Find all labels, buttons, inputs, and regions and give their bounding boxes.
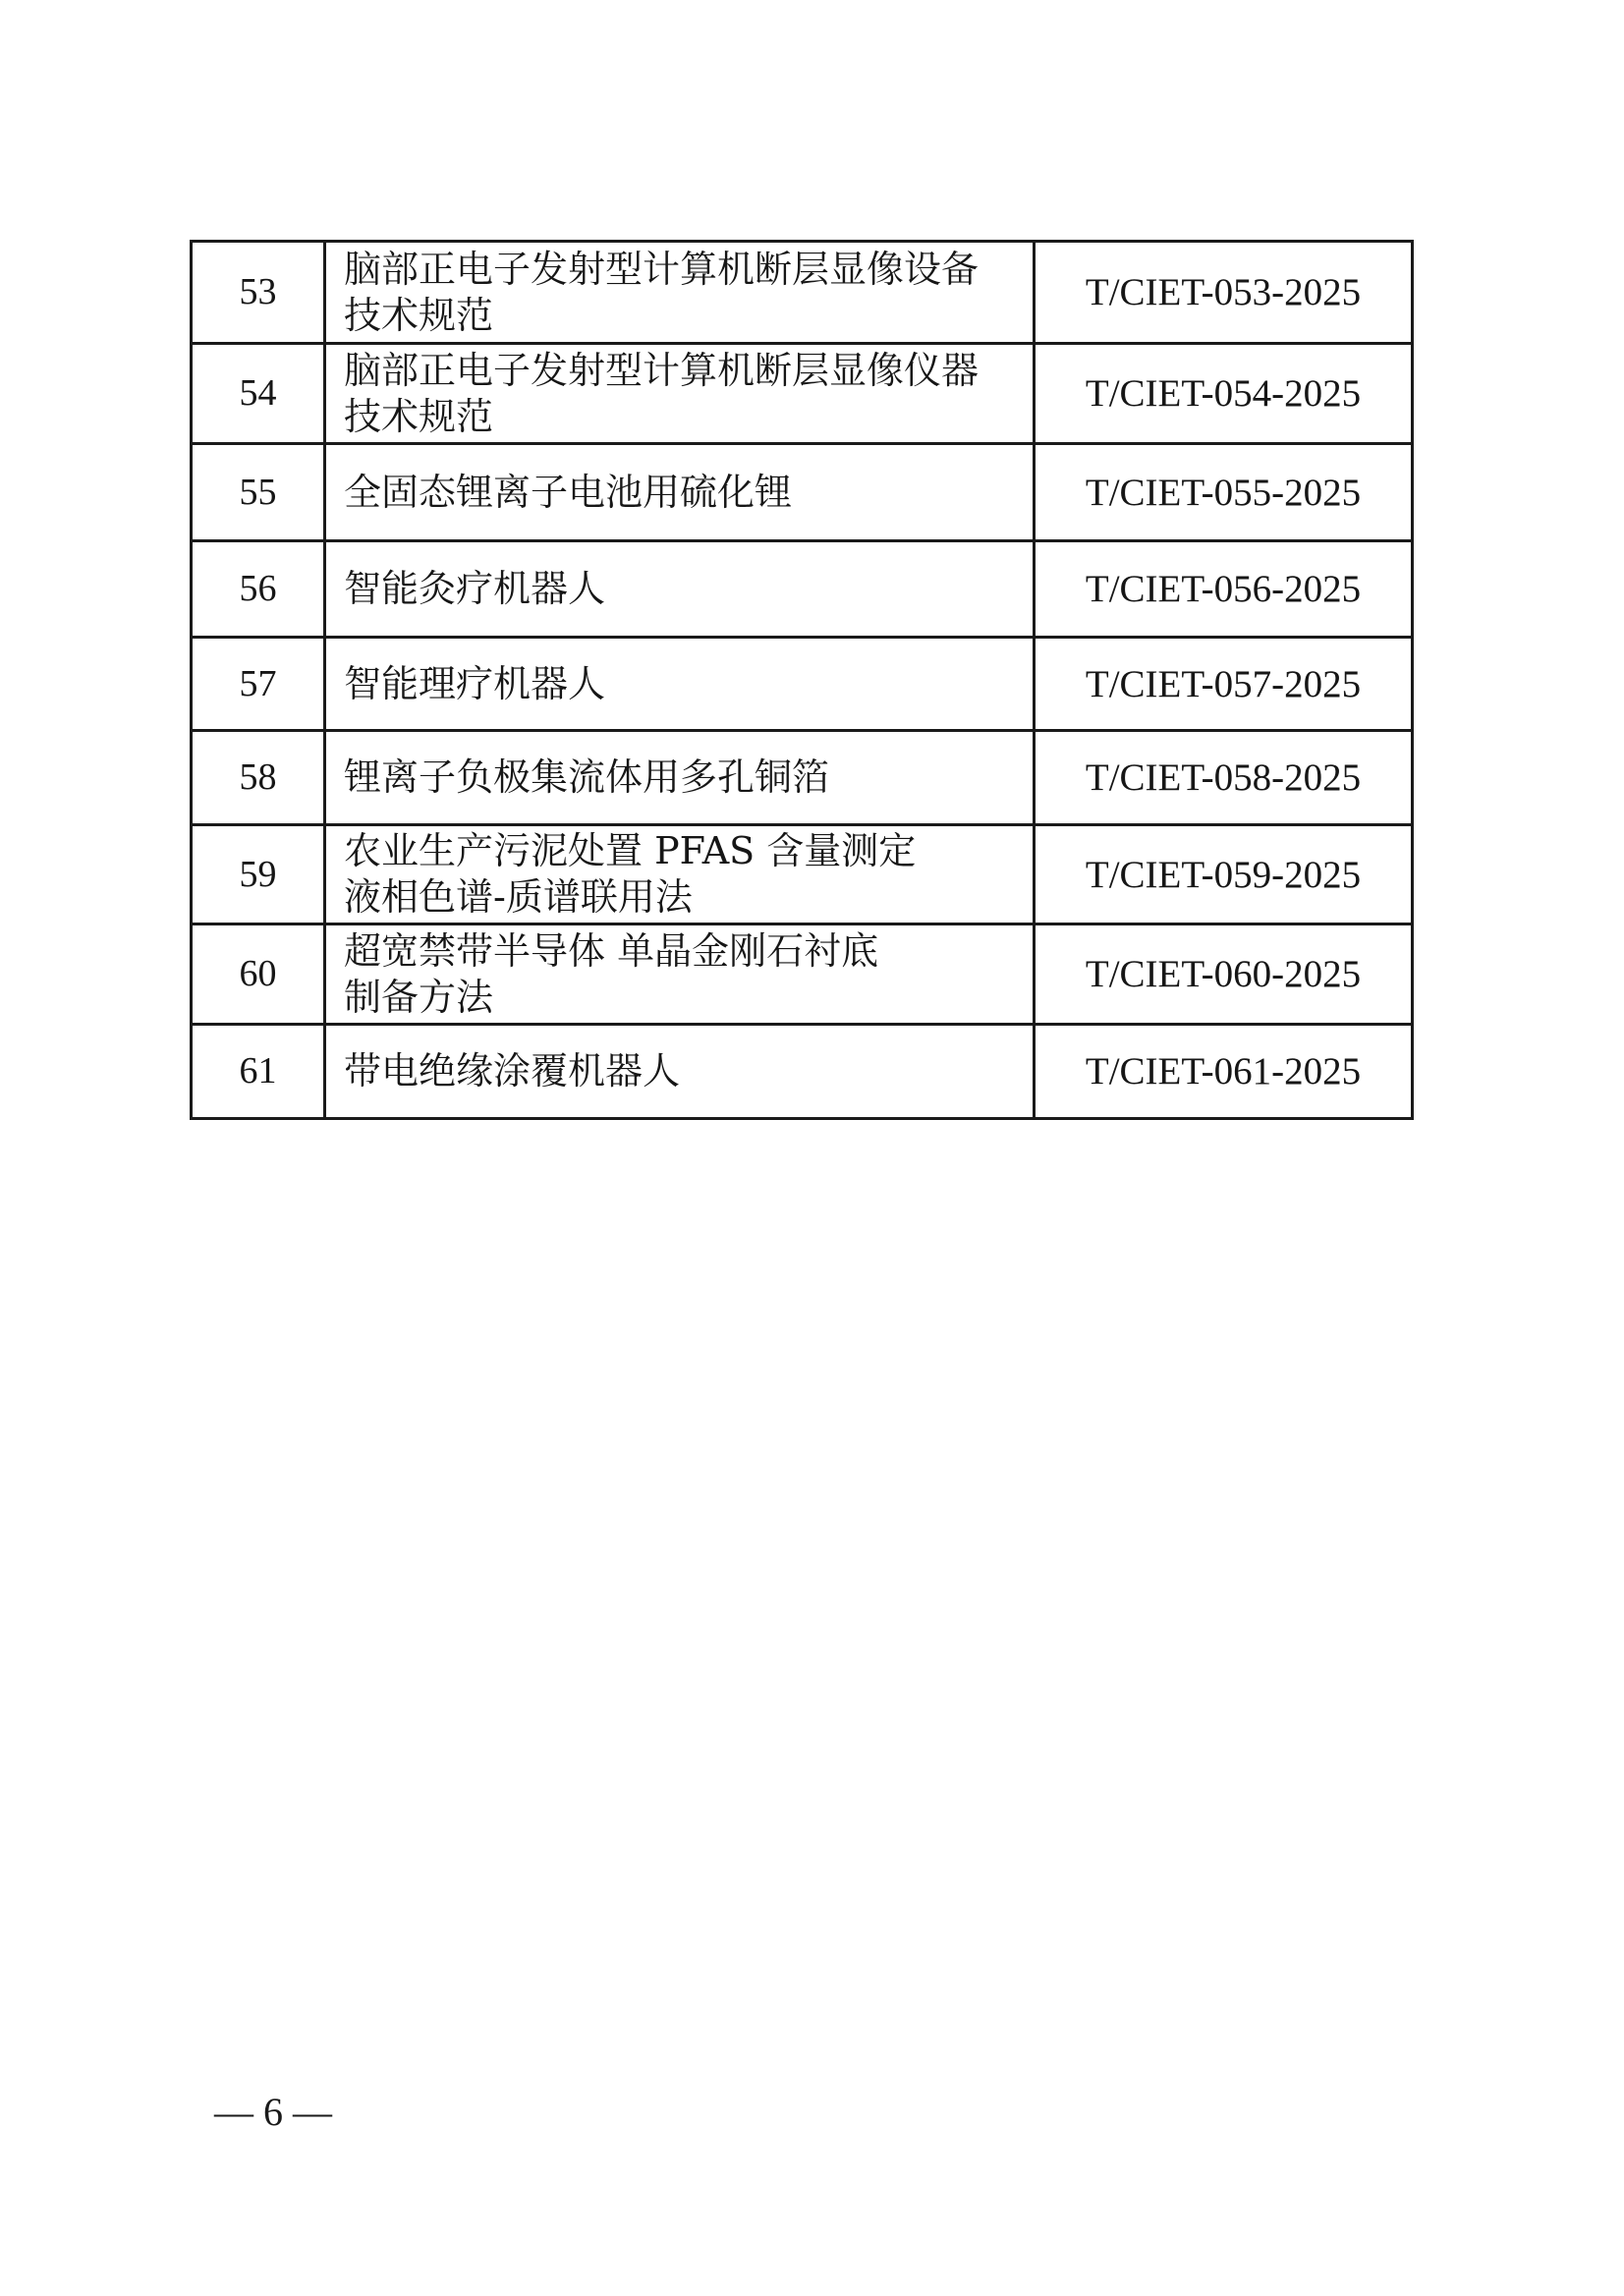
row-number-cell: 55 (192, 444, 325, 541)
row-number-cell: 58 (192, 731, 325, 825)
row-number-cell: 60 (192, 924, 325, 1025)
standard-name-cell (325, 731, 1035, 825)
table-row (192, 924, 1413, 1025)
standard-name-line: 锂离子负极集流体用多孔铜箔 (344, 756, 830, 799)
standard-name-cell (325, 638, 1035, 731)
standard-code-cell: T/CIET-059-2025 (1035, 825, 1413, 924)
table-row (192, 1025, 1413, 1119)
standard-code-cell: T/CIET-060-2025 (1035, 924, 1413, 1025)
standard-name-line: 全固态锂离子电池用硫化锂 (344, 470, 793, 514)
standard-name-cell (325, 242, 1035, 344)
table-row (192, 541, 1413, 638)
row-number-cell: 57 (192, 638, 325, 731)
table-row (192, 731, 1413, 825)
standard-code-cell: T/CIET-055-2025 (1035, 444, 1413, 541)
standard-code-cell: T/CIET-058-2025 (1035, 731, 1413, 825)
page-number: — 6 — (214, 2090, 332, 2134)
standard-name-line: 农业生产污泥处置 PFAS 含量测定 (344, 829, 917, 872)
standard-code-cell: T/CIET-056-2025 (1035, 541, 1413, 638)
table-row (192, 344, 1413, 444)
standard-code-cell: T/CIET-054-2025 (1035, 344, 1413, 444)
standard-code-cell: T/CIET-053-2025 (1035, 242, 1413, 344)
standard-name-cell (325, 444, 1035, 541)
standard-name-line: 制备方法 (344, 975, 494, 1019)
row-number-cell: 61 (192, 1025, 325, 1119)
table-row (192, 638, 1413, 731)
standard-name-cell (325, 541, 1035, 638)
standard-name-cell (325, 344, 1035, 444)
row-number-cell: 53 (192, 242, 325, 344)
standards-table (190, 240, 1414, 1120)
standard-name-cell (325, 825, 1035, 924)
standard-name-line: 脑部正电子发射型计算机断层显像设备 (344, 247, 980, 291)
table-row (192, 825, 1413, 924)
standard-name-line: 脑部正电子发射型计算机断层显像仪器 (344, 348, 980, 392)
standard-name-line: 液相色谱-质谱联用法 (344, 875, 693, 919)
standard-name-line: 超宽禁带半导体 单晶金刚石衬底 (344, 928, 879, 973)
table-row (192, 444, 1413, 541)
table-row (192, 242, 1413, 344)
row-number-cell: 59 (192, 825, 325, 924)
row-number-cell: 54 (192, 344, 325, 444)
standard-code-cell: T/CIET-057-2025 (1035, 638, 1413, 731)
standard-name-line: 技术规范 (344, 394, 494, 438)
standard-name-line: 技术规范 (344, 293, 494, 337)
standard-name-cell (325, 1025, 1035, 1119)
row-number-cell: 56 (192, 541, 325, 638)
standard-name-cell (325, 924, 1035, 1025)
standard-name-line: 智能灸疗机器人 (344, 567, 606, 610)
standard-name-line: 智能理疗机器人 (344, 661, 606, 705)
standard-name-line: 带电绝缘涂覆机器人 (344, 1049, 681, 1092)
standard-code-cell: T/CIET-061-2025 (1035, 1025, 1413, 1119)
